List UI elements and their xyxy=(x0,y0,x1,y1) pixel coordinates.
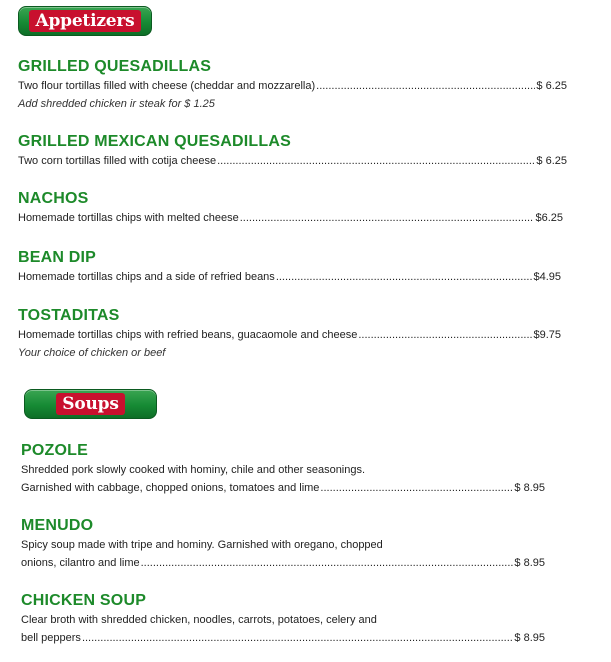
item-price: $6.25 xyxy=(535,212,563,224)
item-description: Spicy soup made with tripe and hominy. Garnished with oregano, chopped xyxy=(21,539,383,551)
item-price: $ 8.95 xyxy=(514,557,545,569)
item-name: POZOLE xyxy=(21,442,88,459)
item-price: $9.75 xyxy=(533,329,561,341)
dot-leader xyxy=(358,326,532,344)
item-line xyxy=(18,77,567,95)
item-line xyxy=(18,152,567,170)
menu-item-tostaditas xyxy=(18,306,561,362)
item-name: NACHOS xyxy=(18,190,89,207)
item-description-cont: bell peppers xyxy=(21,632,81,644)
dot-leader xyxy=(240,209,535,227)
menu-item-nachos xyxy=(18,189,563,227)
dot-leader xyxy=(141,554,514,572)
menu-item-chicken-soup xyxy=(21,591,545,647)
item-description: Homemade tortillas chips and a side of refried beans xyxy=(18,271,275,283)
dot-leader xyxy=(316,77,535,95)
dot-leader xyxy=(82,629,513,647)
item-line xyxy=(18,268,561,286)
item-line xyxy=(21,554,545,572)
item-price: $4.95 xyxy=(533,271,561,283)
item-line xyxy=(18,326,561,344)
item-name: BEAN DIP xyxy=(18,249,97,266)
menu-item-menudo xyxy=(21,516,545,572)
item-name: GRILLED MEXICAN QUESADILLAS xyxy=(18,133,291,150)
soups-title: Soups xyxy=(56,393,124,415)
menu-item-bean-dip xyxy=(18,248,561,286)
dot-leader xyxy=(320,479,513,497)
appetizers-banner xyxy=(18,6,152,36)
item-description: Homemade tortillas chips with refried beans, guacaomole and cheese xyxy=(18,329,358,341)
menu-item-pozole xyxy=(21,441,545,497)
item-description-cont: Garnished with cabbage, chopped onions, tomatoes and lime xyxy=(21,482,320,494)
item-description: Shredded pork slowly cooked with hominy, chile and other seasonings. xyxy=(21,464,366,476)
item-name: TOSTADITAS xyxy=(18,307,120,324)
dot-leader xyxy=(276,268,533,286)
item-note: Your choice of chicken or beef xyxy=(18,347,166,359)
item-name: GRILLED QUESADILLAS xyxy=(18,58,212,75)
item-description: Homemade tortillas chips with melted cheese xyxy=(18,212,239,224)
soups-banner xyxy=(24,389,157,419)
item-description: Clear broth with shredded chicken, noodles, carrots, potatoes, celery and xyxy=(21,614,377,626)
item-price: $ 8.95 xyxy=(514,482,545,494)
item-description-cont: onions, cilantro and lime xyxy=(21,557,140,569)
menu-item-grilled-mexican-quesadillas xyxy=(18,132,567,170)
item-description: Two corn tortillas filled with cotija cheese xyxy=(18,155,217,167)
appetizers-title: Appetizers xyxy=(29,10,140,32)
item-note: Add shredded chicken ir steak for $ 1.25 xyxy=(18,98,215,110)
item-line xyxy=(21,479,545,497)
item-price: $ 6.25 xyxy=(536,80,567,92)
item-name: MENUDO xyxy=(21,517,94,534)
item-description: Two flour tortillas filled with cheese (cheddar and mozzarella) xyxy=(18,80,316,92)
item-line xyxy=(18,209,563,227)
item-line xyxy=(21,629,545,647)
menu-item-grilled-quesadillas xyxy=(18,57,567,113)
item-price: $ 6.25 xyxy=(536,155,567,167)
dot-leader xyxy=(217,152,535,170)
item-price: $ 8.95 xyxy=(514,632,545,644)
item-name: CHICKEN SOUP xyxy=(21,592,147,609)
